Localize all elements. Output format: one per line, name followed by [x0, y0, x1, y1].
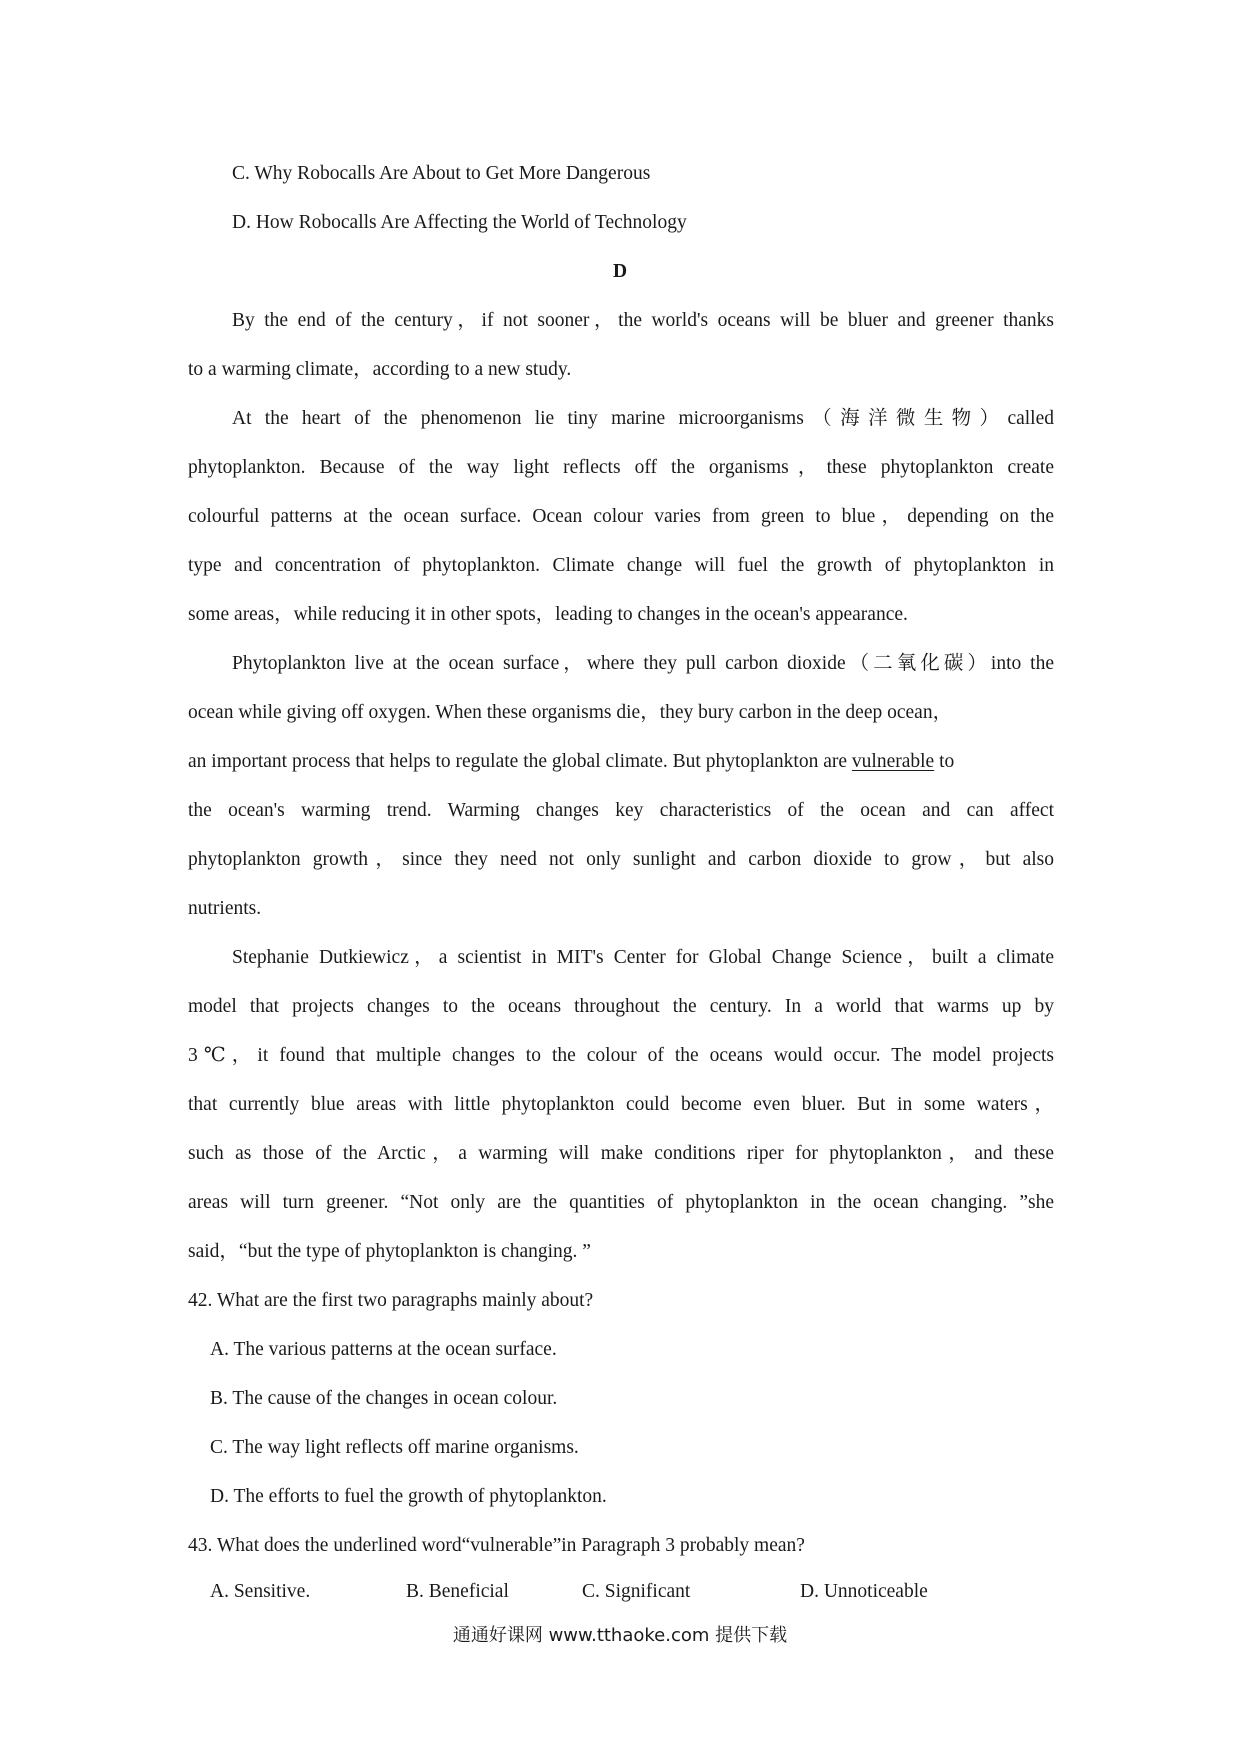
paragraph-3-line-4: the ocean's warming trend. Warming changes key characteristics of the ocean and can affect: [188, 800, 1054, 821]
paragraph-3-line-3: [188, 752, 1054, 772]
paragraph-4-line-3: 3℃，it found that multiple changes to the colour of the oceans would occur. The model projects: [188, 1045, 1054, 1066]
paragraph-4-line-5: such as those of the Arctic，a warming will make conditions riper for phytoplankton，and these: [188, 1143, 1054, 1164]
question-43: 43. What does the underlined word“vulnerable”in Paragraph 3 probably mean?: [188, 1535, 805, 1556]
paragraph-4-line-2: model that projects changes to the oceans throughout the century. In a world that warms up by: [188, 996, 1054, 1017]
paragraph-4-line-6: areas will turn greener. “Not only are the quantities of phytoplankton in the ocean changing. ”she: [188, 1192, 1054, 1213]
paragraph-3-line-6: nutrients.: [188, 898, 262, 919]
paragraph-4-line-4: that currently blue areas with little phytoplankton could become even bluer. But in some waters，: [188, 1094, 1054, 1115]
section-heading: D: [612, 261, 628, 282]
paragraph-2-line-5: some areas，while reducing it in other spots，leading to changes in the ocean's appearance.: [188, 604, 908, 625]
previous-question-option-c: C. Why Robocalls Are About to Get More Dangerous: [232, 163, 651, 184]
previous-question-option-d: D. How Robocalls Are Affecting the World of Technology: [232, 212, 687, 233]
paragraph-4-line-1: Stephanie Dutkiewicz，a scientist in MIT's Center for Global Change Science，built a climate: [232, 947, 1054, 968]
page-footer: 通通好课网 www.tthaoke.com 提供下载: [452, 1625, 788, 1646]
paragraph-2-line-3: colourful patterns at the ocean surface. Ocean colour varies from green to blue，depending on the: [188, 506, 1054, 527]
paragraph-2-line-1: At the heart of the phenomenon lie tiny marine microorganisms（海洋微生物）called: [232, 408, 1054, 429]
paragraph-3-line-1: Phytoplankton live at the ocean surface，where they pull carbon dioxide（二氧化碳）into the: [232, 653, 1054, 674]
paragraph-1-line-1: By the end of the century，if not sooner，the world's oceans will be bluer and greener thanks: [232, 310, 1054, 331]
question-43-options: [0, 1582, 1240, 1606]
question-43-option-b: B. Beneficial: [406, 1581, 509, 1602]
question-42: 42. What are the first two paragraphs mainly about?: [188, 1290, 594, 1311]
paragraph-2-line-4: type and concentration of phytoplankton. Climate change will fuel the growth of phytoplankton in: [188, 555, 1054, 576]
paragraph-2-line-2: phytoplankton. Because of the way light reflects off the organisms，these phytoplankton create: [188, 457, 1054, 478]
question-42-option-a: A. The various patterns at the ocean surface.: [210, 1339, 557, 1360]
paragraph-3-line-5: phytoplankton growth，since they need not only sunlight and carbon dioxide to grow，but also: [188, 849, 1054, 870]
question-43-option-c: C. Significant: [582, 1581, 691, 1602]
paragraph-3-line-3-text-after: to: [934, 751, 955, 772]
paragraph-4-line-7: said，“but the type of phytoplankton is changing. ”: [188, 1241, 591, 1262]
paragraph-3-line-3-text-before: an important process that helps to regulate the global climate. But phytoplankton are: [188, 751, 852, 772]
question-42-option-b: B. The cause of the changes in ocean colour.: [210, 1388, 558, 1409]
question-43-option-a: A. Sensitive.: [210, 1581, 311, 1602]
underlined-word: vulnerable: [851, 751, 935, 772]
paragraph-3-line-2: ocean while giving off oxygen. When these organisms die，they bury carbon in the deep ocean，: [188, 702, 953, 723]
question-42-option-d: D. The efforts to fuel the growth of phytoplankton.: [210, 1486, 607, 1507]
question-43-option-d: D. Unnoticeable: [800, 1581, 928, 1602]
paragraph-1-line-2: to a warming climate，according to a new study.: [188, 359, 572, 380]
question-42-option-c: C. The way light reflects off marine organisms.: [210, 1437, 579, 1458]
